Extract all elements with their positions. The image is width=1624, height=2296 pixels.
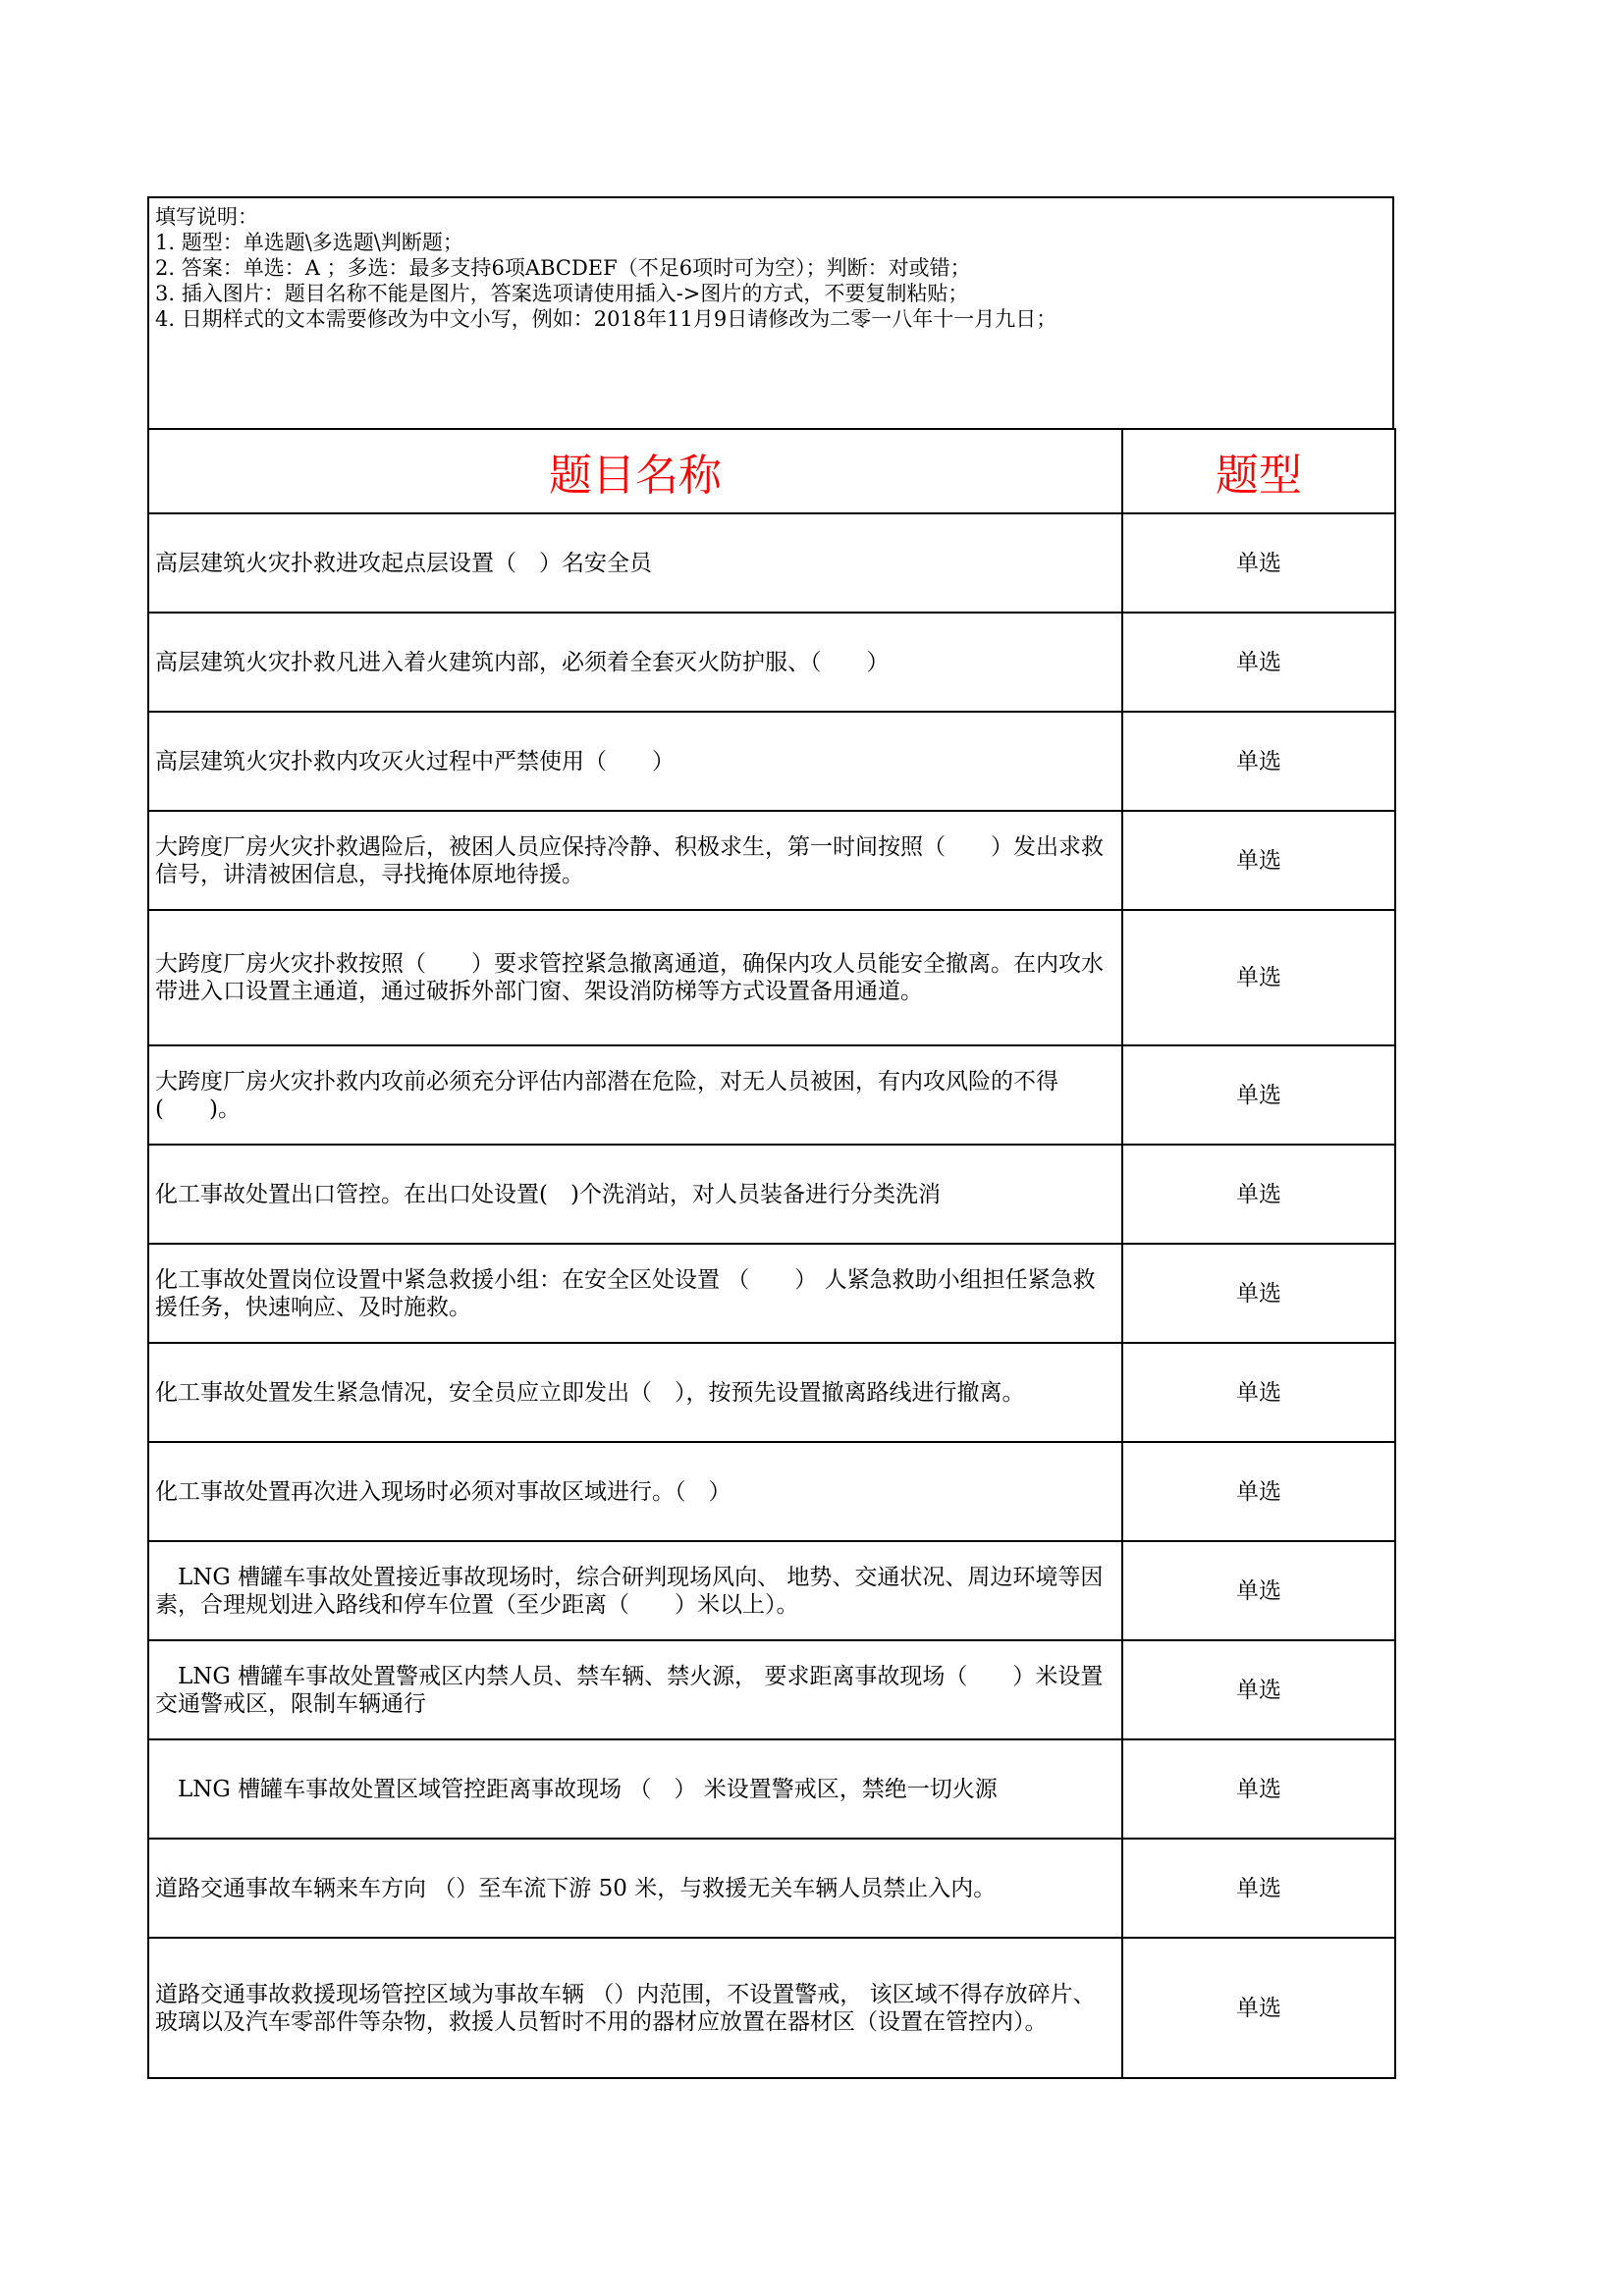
instruction-line: 4. 日期样式的文本需要修改为中文小写，例如：2018年11月9日请修改为二零一八年十一月九日； (155, 307, 1057, 331)
question-type-cell[interactable]: 单选 (1122, 1244, 1395, 1343)
question-name-cell[interactable]: 高层建筑火灾扑救内攻灭火过程中严禁使用（ ） (148, 712, 1122, 811)
question-name-cell[interactable]: LNG 槽罐车事故处置警戒区内禁人员、禁车辆、禁火源， 要求距离事故现场（ ）米设置交通警戒区，限制车辆通行 (148, 1640, 1122, 1739)
question-name-cell[interactable]: LNG 槽罐车事故处置接近事故现场时，综合研判现场风向、 地势、交通状况、周边环境等因素，合理规划进入路线和停车位置（至少距离（ ）米以上）。 (148, 1541, 1122, 1640)
question-type-cell[interactable]: 单选 (1122, 1541, 1395, 1640)
question-name-cell[interactable]: 高层建筑火灾扑救进攻起点层设置（ ）名安全员 (148, 513, 1122, 613)
question-type-cell[interactable]: 单选 (1122, 613, 1395, 712)
question-name-cell[interactable]: 大跨度厂房火灾扑救内攻前必须充分评估内部潜在危险，对无人员被困，有内攻风险的不得( )。 (148, 1045, 1122, 1145)
table-row (148, 1343, 1395, 1442)
question-type-cell[interactable]: 单选 (1122, 513, 1395, 613)
question-type-cell[interactable]: 单选 (1122, 1045, 1395, 1145)
header-question-type[interactable]: 题型 (1122, 429, 1395, 513)
question-type-cell[interactable]: 单选 (1122, 1442, 1395, 1541)
question-type-cell[interactable]: 单选 (1122, 1145, 1395, 1244)
table-row (148, 1045, 1395, 1145)
table-row (148, 1145, 1395, 1244)
question-name-cell[interactable]: 化工事故处置出口管控。在出口处设置( )个洗消站，对人员装备进行分类洗消 (148, 1145, 1122, 1244)
question-type-cell[interactable]: 单选 (1122, 1938, 1395, 2078)
question-name-cell[interactable]: 化工事故处置发生紧急情况，安全员应立即发出（ ），按预先设置撤离路线进行撤离。 (148, 1343, 1122, 1442)
table-row (148, 513, 1395, 613)
table-row (148, 1739, 1395, 1839)
question-name-cell[interactable]: 大跨度厂房火灾扑救按照（ ）要求管控紧急撤离通道，确保内攻人员能安全撤离。在内攻水带进入口设置主通道，通过破拆外部门窗、架设消防梯等方式设置备用通道。 (148, 910, 1122, 1045)
question-name-cell[interactable]: 化工事故处置岗位设置中紧急救援小组：在安全区处设置 （ ） 人紧急救助小组担任紧急救援任务，快速响应、及时施救。 (148, 1244, 1122, 1343)
question-name-cell[interactable]: 道路交通事故救援现场管控区域为事故车辆 （）内范围，不设置警戒， 该区域不得存放碎片、玻璃以及汽车零部件等杂物，救援人员暂时不用的器材应放置在器材区（设置在管控内）。 (148, 1938, 1122, 2078)
table-row (148, 811, 1395, 910)
table-row (148, 1442, 1395, 1541)
question-name-cell[interactable]: LNG 槽罐车事故处置区域管控距离事故现场 （ ） 米设置警戒区，禁绝一切火源 (148, 1739, 1122, 1839)
table-row (148, 1938, 1395, 2078)
instruction-line: 1. 题型：单选题\多选题\判断题； (155, 231, 463, 254)
instruction-line: 2. 答案：单选：A ；多选：最多支持6项ABCDEF（不足6项时可为空）；判断：对或错； (155, 256, 971, 280)
spreadsheet (147, 196, 1394, 2079)
table-row (148, 1640, 1395, 1739)
table-row (148, 1839, 1395, 1938)
question-type-cell[interactable]: 单选 (1122, 1839, 1395, 1938)
question-type-cell[interactable]: 单选 (1122, 1640, 1395, 1739)
question-name-cell[interactable]: 高层建筑火灾扑救凡进入着火建筑内部，必须着全套灭火防护服、（ ） (148, 613, 1122, 712)
question-table (147, 428, 1396, 2079)
question-name-cell[interactable]: 大跨度厂房火灾扑救遇险后，被困人员应保持冷静、积极求生，第一时间按照（ ）发出求救信号，讲清被困信息，寻找掩体原地待援。 (148, 811, 1122, 910)
question-type-cell[interactable]: 单选 (1122, 712, 1395, 811)
table-row (148, 1244, 1395, 1343)
question-type-cell[interactable]: 单选 (1122, 811, 1395, 910)
instructions-heading: 填写说明： (155, 205, 258, 229)
header-row (148, 429, 1395, 513)
question-type-cell[interactable]: 单选 (1122, 1343, 1395, 1442)
header-question-name[interactable]: 题目名称 (148, 429, 1122, 513)
question-name-cell[interactable]: 化工事故处置再次进入现场时必须对事故区域进行。（ ） (148, 1442, 1122, 1541)
question-type-cell[interactable]: 单选 (1122, 1739, 1395, 1839)
instructions-cell[interactable] (147, 196, 1394, 428)
question-type-cell[interactable]: 单选 (1122, 910, 1395, 1045)
table-row (148, 910, 1395, 1045)
table-row (148, 712, 1395, 811)
instruction-line: 3. 插入图片：题目名称不能是图片，答案选项请使用插入->图片的方式，不要复制粘贴； (155, 282, 969, 305)
question-name-cell[interactable]: 道路交通事故车辆来车方向 （）至车流下游 50 米，与救援无关车辆人员禁止入内。 (148, 1839, 1122, 1938)
table-row (148, 1541, 1395, 1640)
table-row (148, 613, 1395, 712)
